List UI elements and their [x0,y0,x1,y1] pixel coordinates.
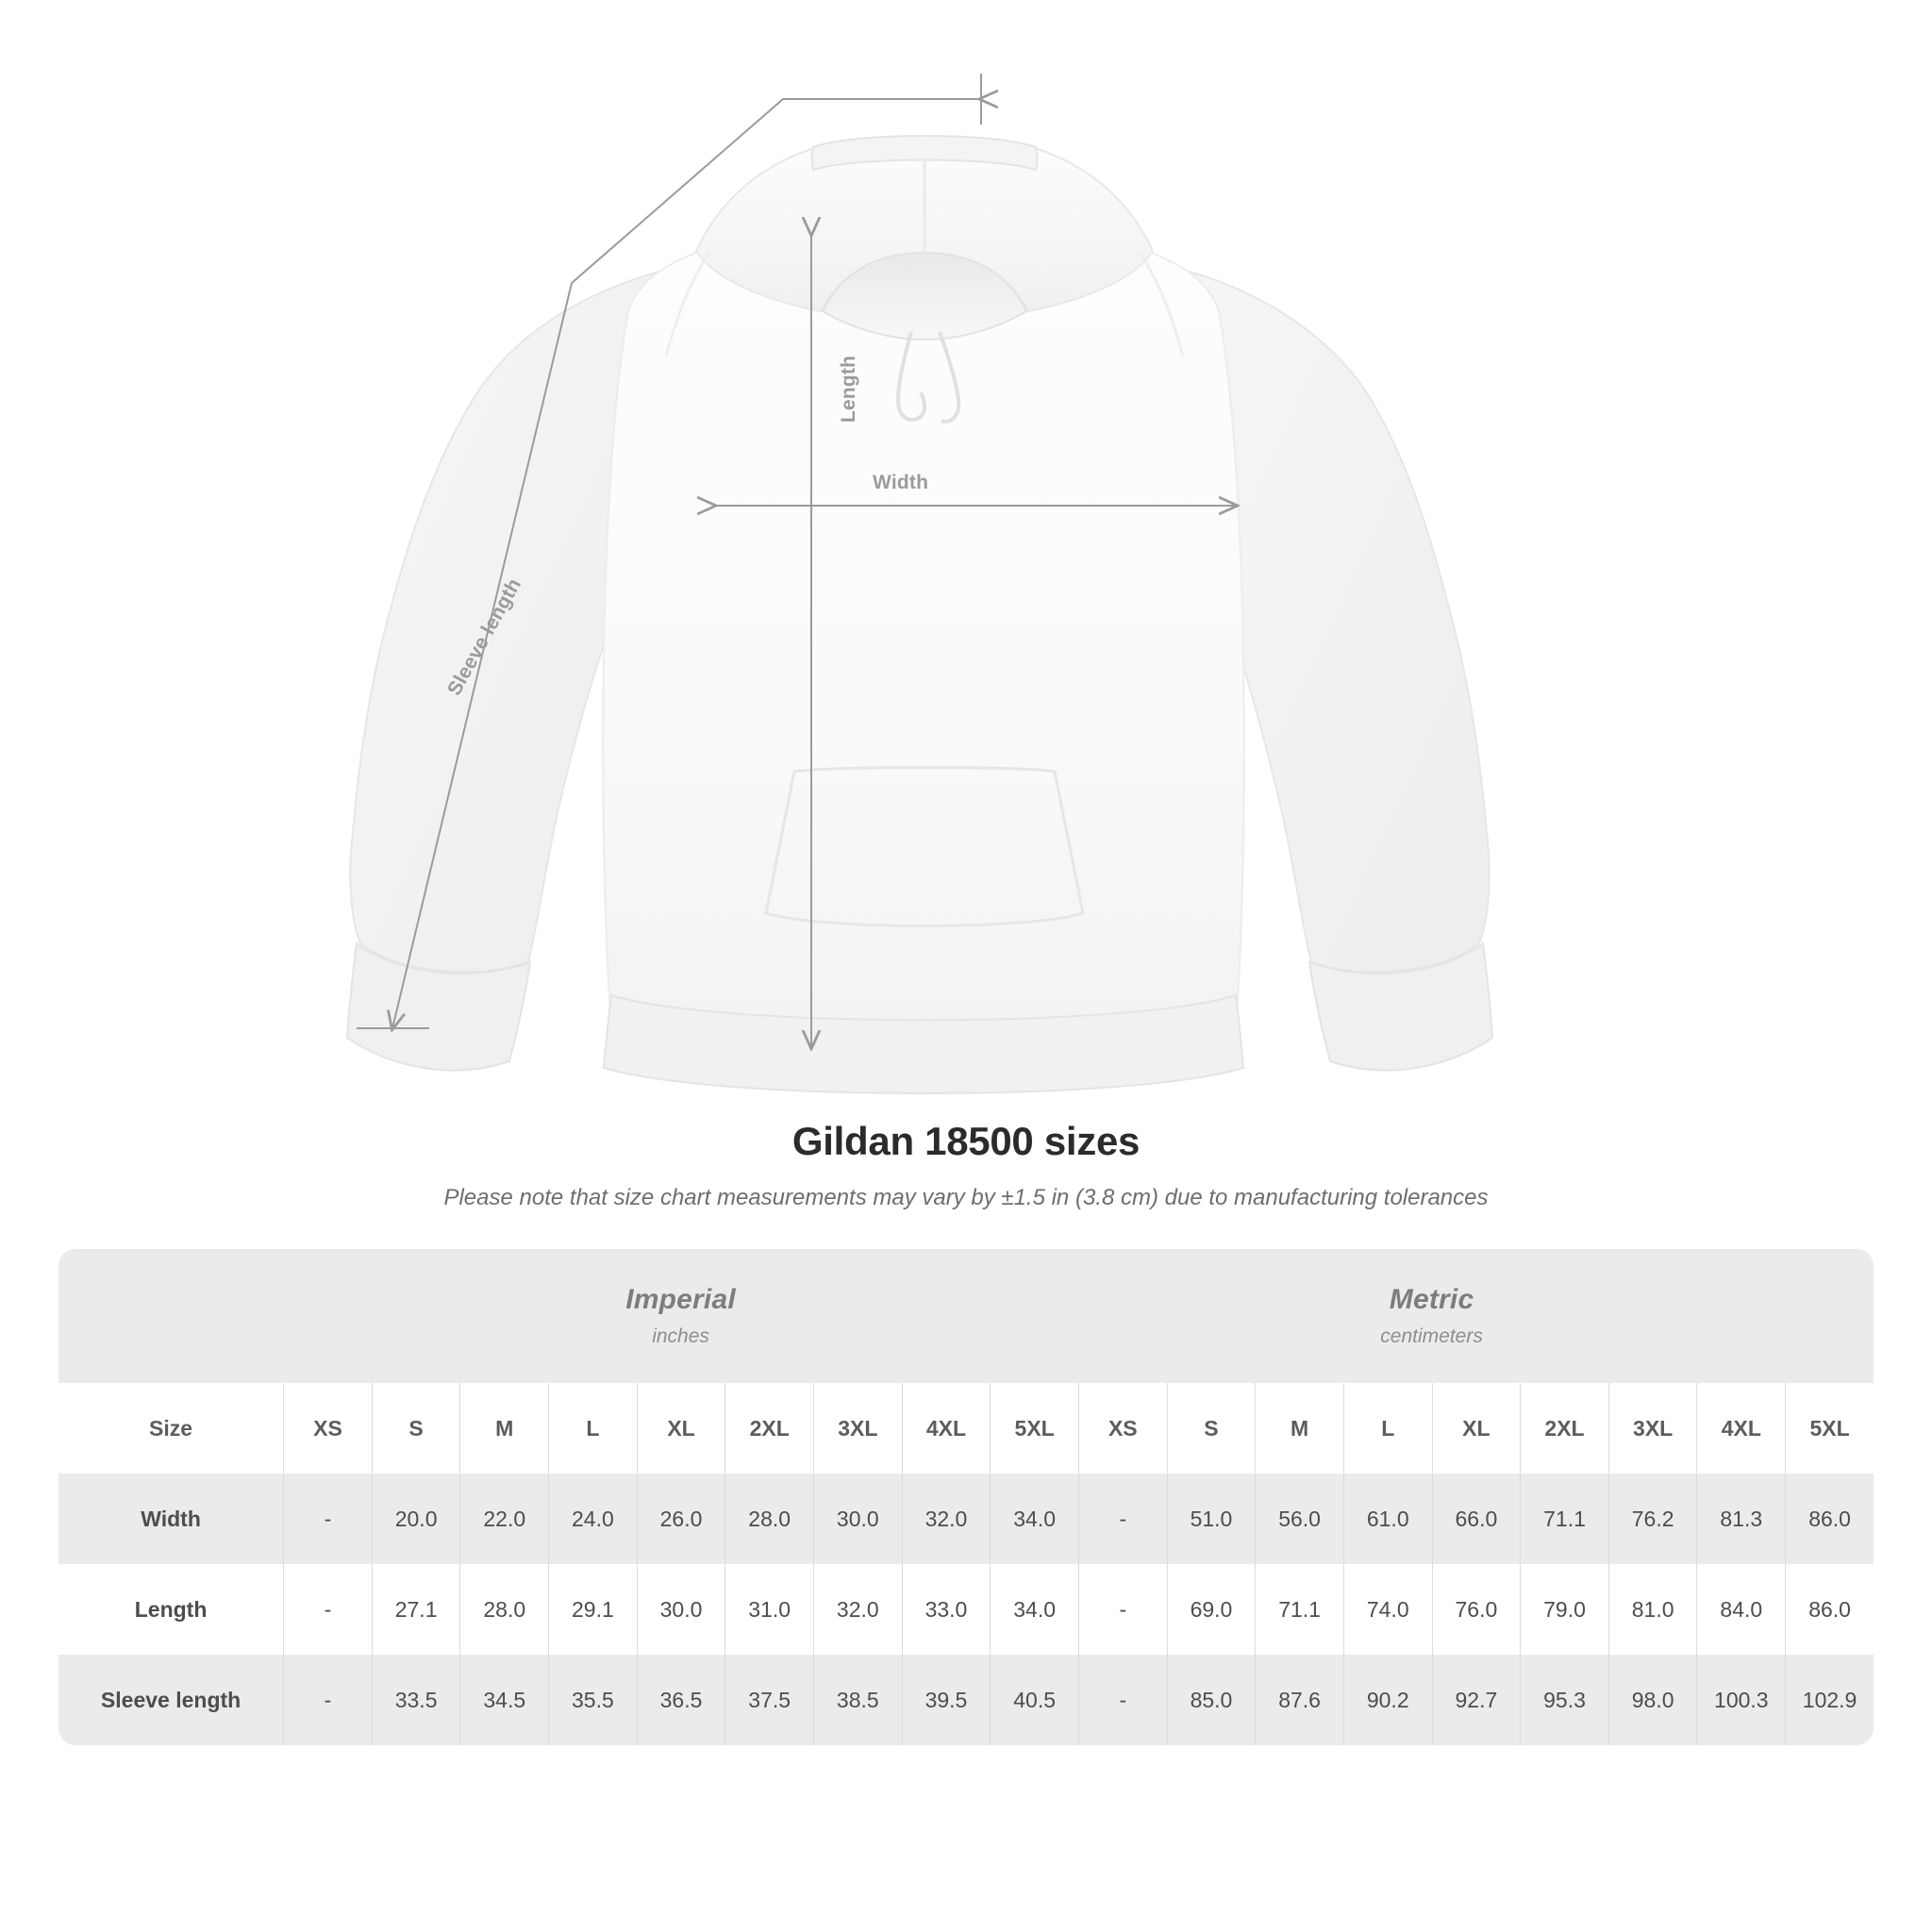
size-col-imp-2xl: 2XL [724,1383,813,1474]
size-col-imp-xs: XS [283,1383,372,1474]
size-col-met-xs: XS [1078,1383,1167,1474]
unit-header-corner-right [1785,1249,1874,1383]
row-label-sleeve-length: Sleeve length [100,1687,242,1712]
cell-length-imp-m: 28.0 [459,1564,548,1655]
unit-header-row [58,1249,1874,1383]
cell-sleeve-imp-xl: 36.5 [637,1655,725,1745]
cell-sleeve-imp-5xl: 40.5 [990,1655,1078,1745]
cell-length-imp-2xl: 31.0 [724,1564,813,1655]
size-col-imp-l: L [548,1383,637,1474]
cell-width-imp-5xl: 34.0 [990,1474,1078,1564]
cell-width-met-3xl: 76.2 [1608,1474,1697,1564]
row-label-length: Length [134,1596,208,1622]
cell-width-met-l: 61.0 [1343,1474,1432,1564]
size-col-met-5xl: 5XL [1785,1383,1874,1474]
cell-length-imp-xl: 30.0 [637,1564,725,1655]
cell-sleeve-imp-xs: - [283,1655,372,1745]
size-col-imp-s: S [372,1383,460,1474]
cell-length-met-4xl: 84.0 [1696,1564,1785,1655]
cell-width-imp-4xl: 32.0 [902,1474,991,1564]
cell-length-imp-3xl: 32.0 [813,1564,902,1655]
size-col-met-4xl: 4XL [1696,1383,1785,1474]
size-col-met-2xl: 2XL [1520,1383,1608,1474]
cell-length-imp-xs: - [283,1564,372,1655]
cell-width-met-5xl: 86.0 [1785,1474,1874,1564]
cell-length-met-2xl: 79.0 [1520,1564,1608,1655]
table-row-width [58,1474,1874,1564]
unit-group-imperial-name: Imperial [625,1284,736,1315]
cell-width-imp-2xl: 28.0 [724,1474,813,1564]
size-header-label: Size [149,1415,193,1441]
length-label: Length [838,355,859,423]
row-label-width: Width [141,1506,201,1531]
cell-length-met-s: 69.0 [1167,1564,1256,1655]
unit-group-metric-unit: centimeters [1380,1325,1483,1347]
cell-width-met-4xl: 81.3 [1696,1474,1785,1564]
size-col-met-3xl: 3XL [1608,1383,1697,1474]
unit-group-metric [1078,1249,1785,1383]
cell-sleeve-met-2xl: 95.3 [1520,1655,1608,1745]
width-label: Width [873,472,929,493]
table-row-length [58,1564,1874,1655]
cell-width-imp-l: 24.0 [548,1474,637,1564]
cell-sleeve-imp-l: 35.5 [548,1655,637,1745]
size-col-met-xl: XL [1432,1383,1521,1474]
cell-sleeve-met-xs: - [1078,1655,1167,1745]
cell-sleeve-met-xl: 92.7 [1432,1655,1521,1745]
size-col-imp-5xl: 5XL [990,1383,1078,1474]
size-col-met-s: S [1167,1383,1256,1474]
cell-sleeve-met-5xl: 102.9 [1785,1655,1874,1745]
page-title: Gildan 18500 sizes [791,1119,1141,1163]
cell-sleeve-met-s: 85.0 [1167,1655,1256,1745]
cell-width-met-xs: - [1078,1474,1167,1564]
cell-length-met-l: 74.0 [1343,1564,1432,1655]
cell-width-imp-xs: - [283,1474,372,1564]
cell-sleeve-imp-3xl: 38.5 [813,1655,902,1745]
unit-group-imperial [283,1249,1078,1383]
title-block [0,1119,1932,1211]
cell-length-met-m: 71.1 [1255,1564,1343,1655]
cell-width-met-2xl: 71.1 [1520,1474,1608,1564]
cell-sleeve-met-m: 87.6 [1255,1655,1343,1745]
size-col-imp-m: M [459,1383,548,1474]
cell-sleeve-met-4xl: 100.3 [1696,1655,1785,1745]
cell-sleeve-imp-s: 33.5 [372,1655,460,1745]
size-table-wrapper [58,1249,1874,1745]
cell-width-imp-xl: 26.0 [637,1474,725,1564]
unit-group-imperial-unit: inches [652,1325,709,1347]
size-col-met-m: M [1255,1383,1343,1474]
size-col-met-l: L [1343,1383,1432,1474]
cell-sleeve-imp-2xl: 37.5 [724,1655,813,1745]
cell-width-imp-m: 22.0 [459,1474,548,1564]
cell-sleeve-met-l: 90.2 [1343,1655,1432,1745]
cell-sleeve-met-3xl: 98.0 [1608,1655,1697,1745]
cell-width-imp-3xl: 30.0 [813,1474,902,1564]
cell-length-imp-l: 29.1 [548,1564,637,1655]
unit-header-corner [58,1249,283,1383]
cell-sleeve-imp-4xl: 39.5 [902,1655,991,1745]
table-row-sleeve-length [58,1655,1874,1745]
cell-length-met-3xl: 81.0 [1608,1564,1697,1655]
sleeve-length-label: Sleeve length [443,575,526,700]
size-col-imp-4xl: 4XL [902,1383,991,1474]
unit-group-metric-name: Metric [1389,1284,1474,1315]
size-col-imp-3xl: 3XL [813,1383,902,1474]
cell-sleeve-imp-m: 34.5 [459,1655,548,1745]
cell-width-met-s: 51.0 [1167,1474,1256,1564]
cell-width-imp-s: 20.0 [372,1474,460,1564]
cell-width-met-m: 56.0 [1255,1474,1343,1564]
cell-width-met-xl: 66.0 [1432,1474,1521,1564]
size-col-imp-xl: XL [637,1383,725,1474]
cell-length-imp-5xl: 34.0 [990,1564,1078,1655]
cell-length-imp-4xl: 33.0 [902,1564,991,1655]
size-table [58,1249,1874,1745]
size-header-row [58,1383,1874,1474]
cell-length-met-xl: 76.0 [1432,1564,1521,1655]
cell-length-met-xs: - [1078,1564,1167,1655]
page-subtitle: Please note that size chart measurements may vary by ±1.5 in (3.8 cm) due to manufacturing tolerances [443,1185,1489,1210]
cell-length-met-5xl: 86.0 [1785,1564,1874,1655]
cell-length-imp-s: 27.1 [372,1564,460,1655]
